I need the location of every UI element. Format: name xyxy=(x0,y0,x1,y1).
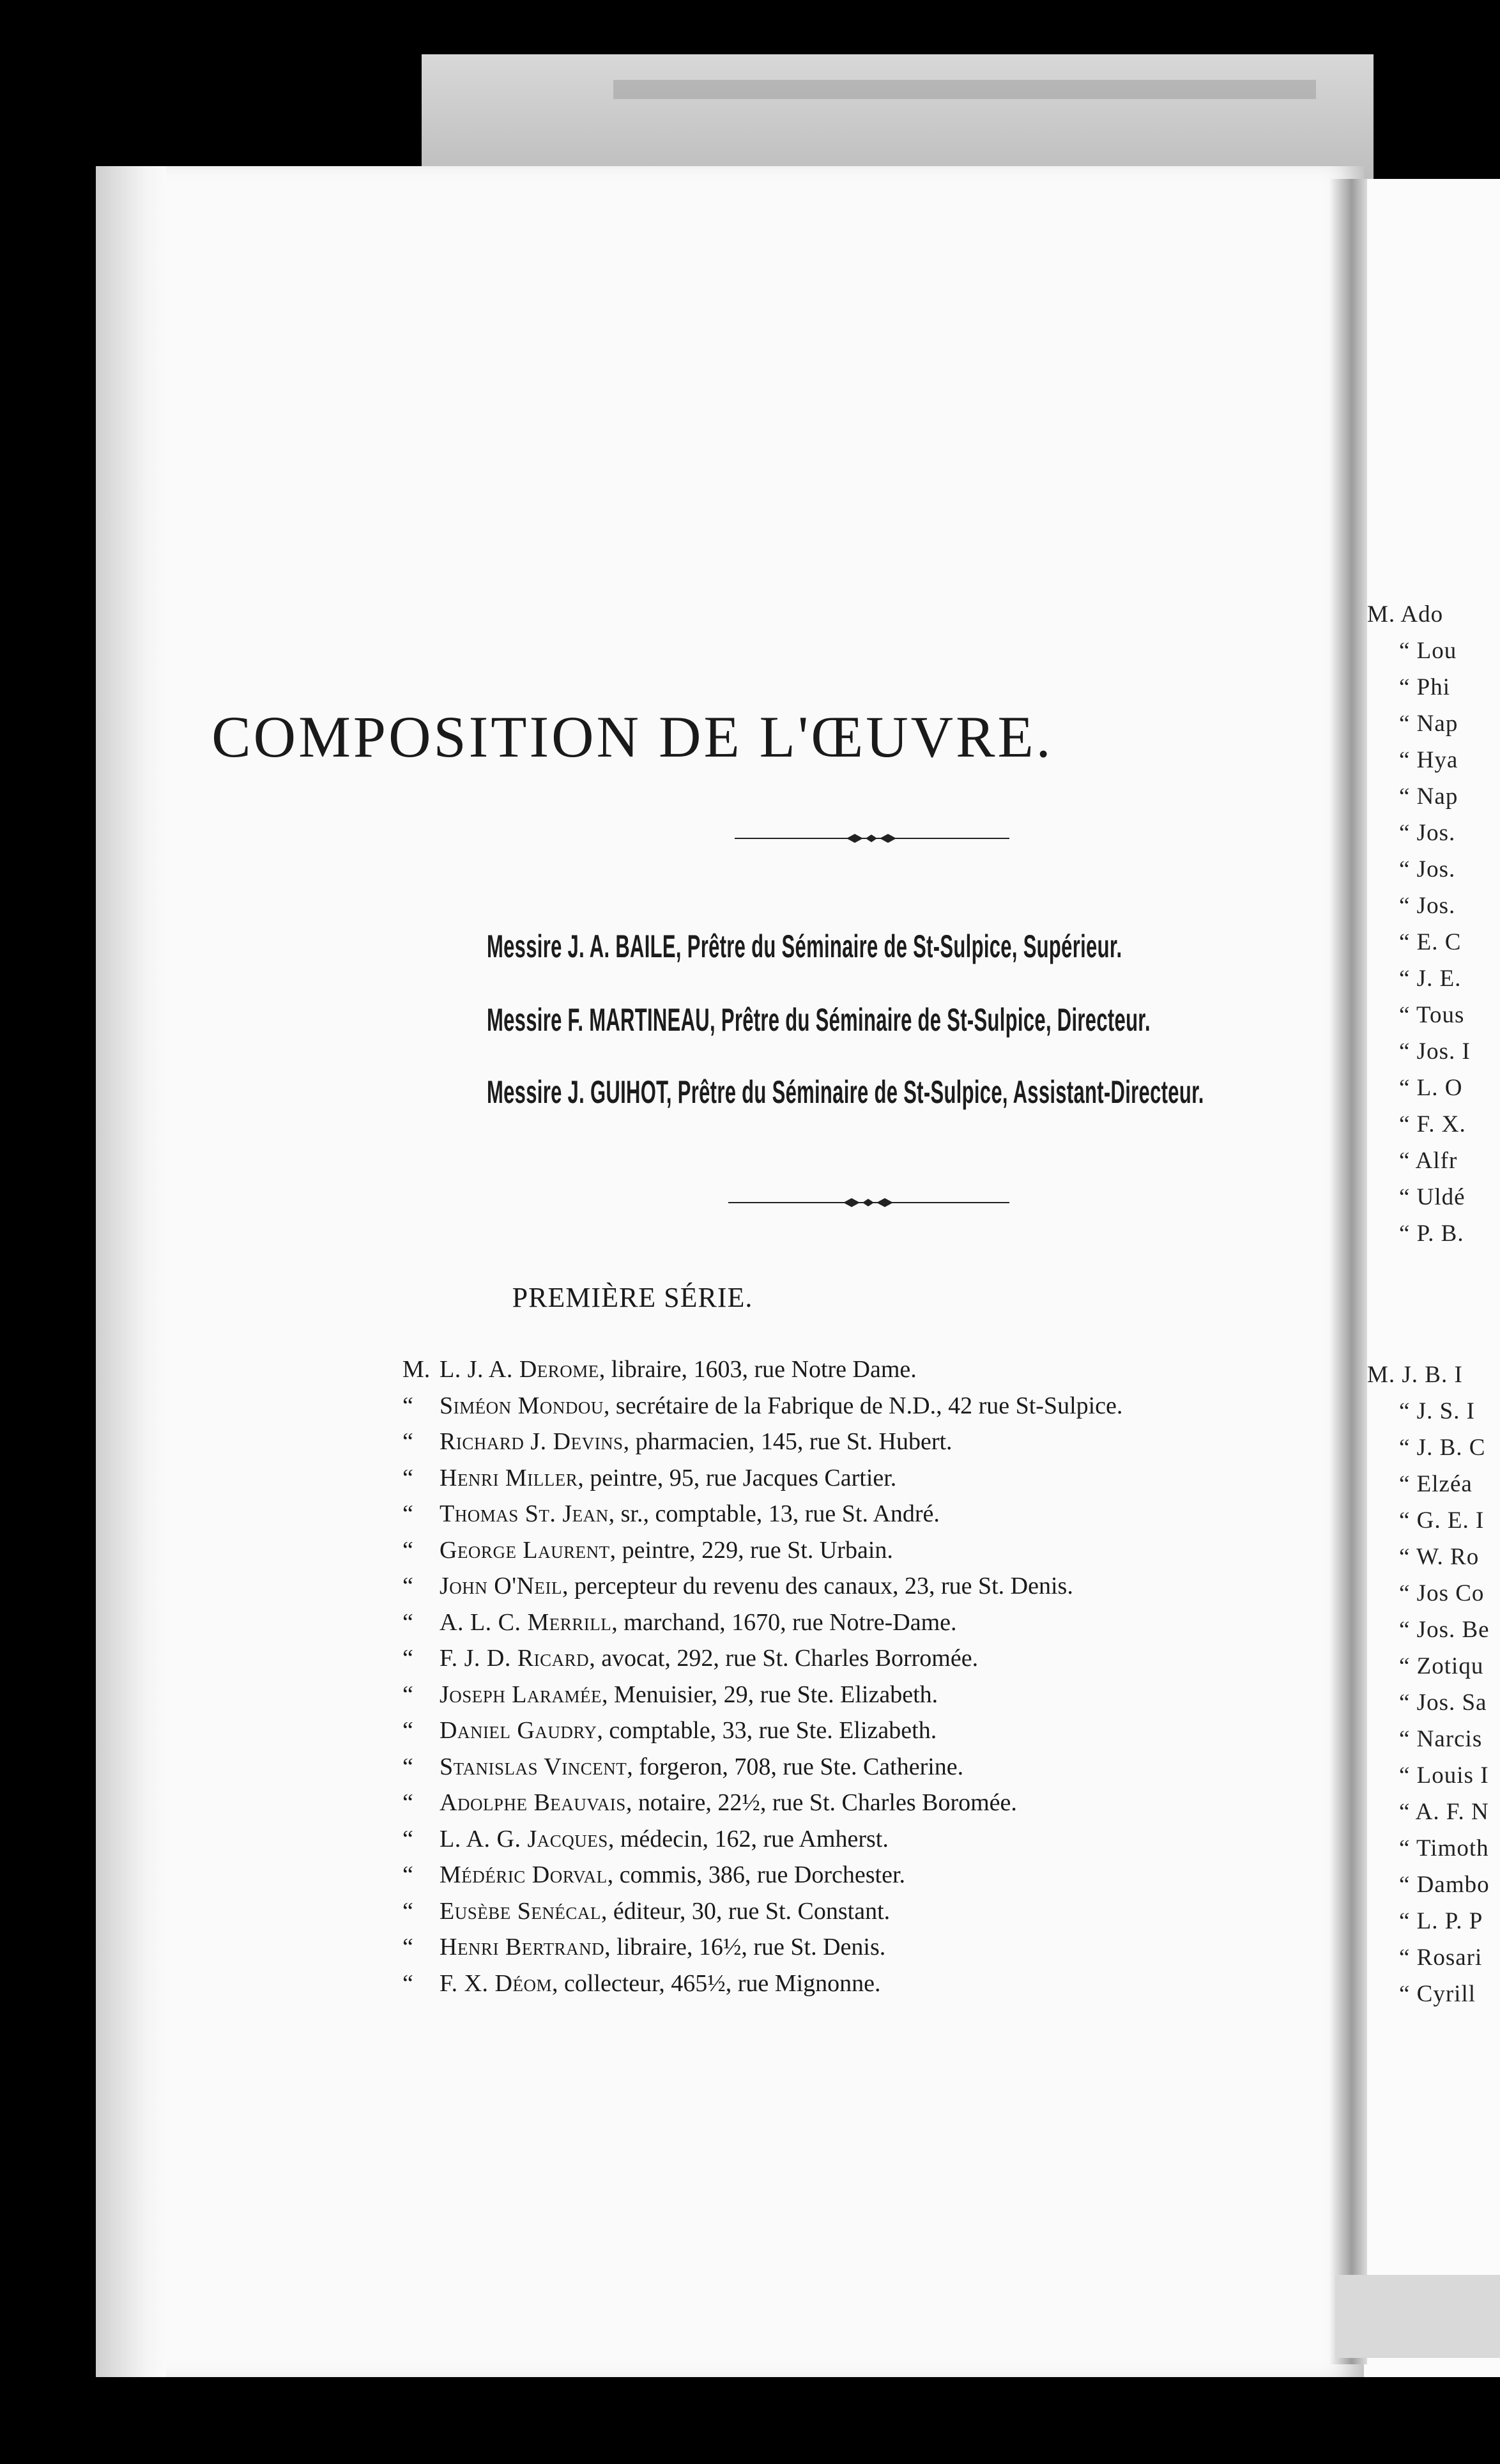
list-prefix: “ xyxy=(402,1392,413,1419)
adjacent-page-line: M. Ado xyxy=(1367,601,1444,628)
list-prefix: “ xyxy=(402,1969,413,1997)
director-line: Messire J. GUIHOT, Prêtre du Séminaire de St-Sulpice, Assistant-Directeur. xyxy=(487,1074,1204,1110)
list-prefix: “ xyxy=(402,1645,413,1672)
adjacent-page-line: “ Jos. Sa xyxy=(1399,1690,1487,1716)
list-prefix: “ xyxy=(402,1753,413,1780)
adjacent-page-line: “ Lou xyxy=(1399,638,1457,664)
member-details: , éditeur, 30, rue St. Constant. xyxy=(601,1897,891,1925)
ornament-divider xyxy=(728,1195,1009,1210)
adjacent-page xyxy=(1364,179,1500,2377)
list-item xyxy=(402,1388,1342,1424)
member-name: Médéric Dorval xyxy=(440,1861,608,1888)
member-details: , libraire, 16½, rue St. Denis. xyxy=(604,1934,886,1960)
list-item xyxy=(402,1929,1342,1966)
member-name: Eusèbe Senécal xyxy=(440,1897,601,1925)
member-name: George Laurent xyxy=(440,1536,610,1564)
adjacent-page-line: “ L. P. P xyxy=(1399,1908,1483,1934)
list-prefix: M. xyxy=(402,1356,431,1383)
list-prefix: “ xyxy=(402,1500,413,1527)
member-details: , marchand, 1670, rue Notre-Dame. xyxy=(611,1608,957,1636)
adjacent-page-line: “ Alfr xyxy=(1399,1148,1458,1174)
member-name: F. X. Déom xyxy=(440,1969,552,1997)
list-prefix: “ xyxy=(402,1934,413,1960)
member-name: L. A. G. Jacques xyxy=(440,1825,608,1852)
list-item xyxy=(402,1640,1342,1677)
member-name: Henri Miller xyxy=(440,1464,578,1491)
member-name: Richard J. Devins xyxy=(440,1428,624,1455)
document-page xyxy=(96,166,1364,2377)
list-item xyxy=(402,1351,1342,1388)
adjacent-page-line: “ Dambo xyxy=(1399,1872,1490,1898)
member-details: , avocat, 292, rue St. Charles Borromée. xyxy=(589,1645,979,1672)
director-line: Messire J. A. BAILE, Prêtre du Séminaire de St-Sulpice, Supérieur. xyxy=(487,928,1122,964)
list-prefix: “ xyxy=(402,1536,413,1564)
member-name: Henri Bertrand xyxy=(440,1934,605,1960)
list-prefix: “ xyxy=(402,1464,413,1491)
list-item xyxy=(402,1424,1342,1460)
adjacent-page-line: “ Jos Co xyxy=(1399,1580,1485,1606)
director-line: Messire F. MARTINEAU, Prêtre du Séminaire de St-Sulpice, Directeur. xyxy=(487,1002,1151,1038)
member-name: Daniel Gaudry xyxy=(440,1717,597,1744)
list-item xyxy=(402,1821,1342,1858)
adjacent-page-line: “ W. Ro xyxy=(1399,1544,1480,1570)
member-name: Joseph Laramée xyxy=(440,1681,602,1708)
member-name: F. J. D. Ricard xyxy=(440,1645,590,1672)
adjacent-page-line: “ Cyrill xyxy=(1399,1981,1476,2007)
adjacent-page-line: “ Tous xyxy=(1399,1002,1465,1028)
list-item xyxy=(402,1496,1342,1532)
ornament-divider xyxy=(735,831,1009,846)
list-item xyxy=(402,1460,1342,1497)
member-details: , notaire, 22½, rue St. Charles Boromée. xyxy=(625,1789,1017,1816)
adjacent-page-line: “ Louis I xyxy=(1399,1762,1489,1789)
adjacent-page-line: “ Jos. I xyxy=(1399,1038,1471,1065)
adjacent-page-line: “ Elzéa xyxy=(1399,1471,1473,1497)
adjacent-page-line: “ G. E. I xyxy=(1399,1507,1485,1534)
member-details: , Menuisier, 29, rue Ste. Elizabeth. xyxy=(602,1681,938,1708)
member-details: , commis, 386, rue Dorchester. xyxy=(607,1861,906,1888)
member-details: , secrétaire de la Fabrique de N.D., 42 rue St-Sulpice. xyxy=(603,1392,1123,1419)
member-details: , peintre, 95, rue Jacques Cartier. xyxy=(578,1464,897,1491)
adjacent-page-line: “ Rosari xyxy=(1399,1944,1483,1971)
page-title: COMPOSITION DE L'ŒUVRE. xyxy=(211,704,1053,769)
adjacent-page-line: “ E. C xyxy=(1399,929,1462,955)
member-details: , peintre, 229, rue St. Urbain. xyxy=(609,1536,893,1564)
member-details: , collecteur, 465½, rue Mignonne. xyxy=(551,1969,881,1997)
list-item xyxy=(402,1893,1342,1930)
list-prefix: “ xyxy=(402,1717,413,1744)
adjacent-page-line: “ Jos. xyxy=(1399,820,1456,846)
adjacent-page-line: “ Phi xyxy=(1399,674,1451,700)
list-item xyxy=(402,1966,1342,2002)
adjacent-page-line: “ J. B. C xyxy=(1399,1435,1486,1461)
list-prefix: “ xyxy=(402,1861,413,1888)
background-page-strip-bottom xyxy=(1335,2275,1500,2358)
list-prefix: “ xyxy=(402,1789,413,1816)
list-prefix: “ xyxy=(402,1428,413,1455)
adjacent-page-line: “ F. X. xyxy=(1399,1111,1466,1137)
member-details: , pharmacien, 145, rue St. Hubert. xyxy=(623,1428,953,1455)
list-item xyxy=(402,1532,1342,1569)
member-name: Adolphe Beauvais xyxy=(440,1789,626,1816)
page-edge xyxy=(96,166,166,2377)
member-details: , libraire, 1603, rue Notre Dame. xyxy=(599,1356,917,1383)
list-prefix: “ xyxy=(402,1897,413,1925)
member-name: L. J. A. Derome xyxy=(440,1356,599,1383)
background-page-strip xyxy=(422,54,1374,182)
member-name: Siméon Mondou xyxy=(440,1392,604,1419)
adjacent-page-line: “ Timoth xyxy=(1399,1835,1489,1861)
list-item xyxy=(402,1677,1342,1713)
adjacent-page-line: “ L. O xyxy=(1399,1075,1463,1101)
list-prefix: “ xyxy=(402,1825,413,1852)
adjacent-page-line: “ Zotiqu xyxy=(1399,1653,1484,1679)
adjacent-page-line: “ Uldé xyxy=(1399,1184,1466,1210)
member-name: Thomas St. Jean xyxy=(440,1500,609,1527)
list-item xyxy=(402,1605,1342,1641)
list-prefix: “ xyxy=(402,1681,413,1708)
book-spine xyxy=(1329,179,1367,2364)
adjacent-page-line: “ Jos. xyxy=(1399,893,1456,919)
member-name: A. L. C. Merrill xyxy=(440,1608,612,1636)
adjacent-page-line: “ Nap xyxy=(1399,783,1458,810)
adjacent-page-line: “ P. B. xyxy=(1399,1220,1464,1247)
member-details: , médecin, 162, rue Amherst. xyxy=(608,1825,889,1852)
adjacent-page-line: “ Jos. xyxy=(1399,856,1456,882)
adjacent-page-line: M. J. B. I xyxy=(1367,1362,1463,1388)
list-item xyxy=(402,1857,1342,1893)
member-details: , comptable, 33, rue Ste. Elizabeth. xyxy=(597,1717,937,1744)
adjacent-page-line: “ A. F. N xyxy=(1399,1799,1489,1825)
member-details: , percepteur du revenu des canaux, 23, rue St. Denis. xyxy=(562,1573,1073,1599)
adjacent-page-line: “ Hya xyxy=(1399,747,1458,773)
member-details: , sr., comptable, 13, rue St. André. xyxy=(608,1500,940,1527)
adjacent-page-line: “ Nap xyxy=(1399,711,1458,737)
section-heading: PREMIÈRE SÉRIE. xyxy=(512,1282,753,1313)
list-item xyxy=(402,1785,1342,1821)
list-prefix: “ xyxy=(402,1608,413,1636)
adjacent-page-line: “ Narcis xyxy=(1399,1726,1483,1752)
member-name: Stanislas Vincent xyxy=(440,1753,627,1780)
member-list xyxy=(402,1351,1342,2001)
adjacent-page-line: “ Jos. Be xyxy=(1399,1617,1490,1643)
adjacent-page-line: “ J. E. xyxy=(1399,966,1462,992)
list-item xyxy=(402,1713,1342,1749)
adjacent-page-line: “ J. S. I xyxy=(1399,1398,1475,1424)
member-name: John O'Neil xyxy=(440,1573,562,1599)
list-prefix: “ xyxy=(402,1573,413,1599)
list-item xyxy=(402,1749,1342,1785)
member-details: , forgeron, 708, rue Ste. Catherine. xyxy=(627,1753,964,1780)
list-item xyxy=(402,1568,1342,1605)
